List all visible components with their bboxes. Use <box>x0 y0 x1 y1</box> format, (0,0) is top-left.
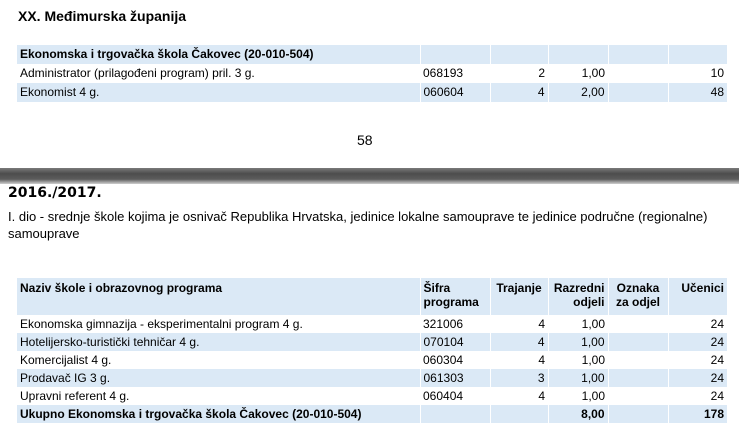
program-classes: 1,00 <box>548 315 608 333</box>
program-duration: 4 <box>490 351 548 369</box>
header-mark: Oznaka za odjel <box>608 278 668 315</box>
program-code: 061303 <box>420 369 490 387</box>
table-row <box>17 64 727 83</box>
header-name: Naziv škole i obrazovnog programa <box>17 278 420 315</box>
header-duration: Trajanje <box>490 278 548 315</box>
program-duration: 3 <box>490 369 548 387</box>
program-duration: 4 <box>490 315 548 333</box>
program-duration: 4 <box>490 83 548 102</box>
program-pupils: 10 <box>668 64 727 83</box>
section-intro: I. dio - srednje škole kojima je osnivač Republika Hrvatska, jedinice lokalne samouprave te jedinice područne (regionalne) samouprave <box>8 209 708 241</box>
program-pupils: 24 <box>668 333 727 351</box>
program-duration: 2 <box>490 64 548 83</box>
program-code: 070104 <box>420 333 490 351</box>
program-code: 060604 <box>420 83 490 102</box>
table-row <box>17 369 727 387</box>
table-row <box>17 315 727 333</box>
table-row <box>17 83 727 102</box>
page-separator <box>0 168 739 184</box>
total-label: Ukupno Ekonomska i trgovačka škola Čakovec (20-010-504) <box>17 405 420 423</box>
program-name: Prodavač IG 3 g. <box>17 369 420 387</box>
program-classes: 1,00 <box>548 64 608 83</box>
program-classes: 1,00 <box>548 369 608 387</box>
program-pupils: 48 <box>668 83 727 102</box>
table-row <box>17 351 727 369</box>
program-name: Ekonomist 4 g. <box>17 83 420 102</box>
program-classes: 1,00 <box>548 333 608 351</box>
header-pupils: Učenici <box>668 278 727 315</box>
header-classes: Razredni odjeli <box>548 278 608 315</box>
school-year: 2016./2017. <box>8 185 102 201</box>
program-name: Administrator (prilagođeni program) pril. 3 g. <box>17 64 420 83</box>
county-title: XX. Međimurska županija <box>18 8 187 24</box>
program-name: Komercijalist 4 g. <box>17 351 420 369</box>
program-classes: 1,00 <box>548 387 608 405</box>
program-name: Ekonomska gimnazija - eksperimentalni program 4 g. <box>17 315 420 333</box>
school-header-row <box>17 45 727 64</box>
table-row <box>17 333 727 351</box>
table-header-row <box>17 278 727 315</box>
total-pupils: 178 <box>668 405 727 423</box>
program-code: 060304 <box>420 351 490 369</box>
total-row <box>17 405 727 423</box>
bottom-school-table <box>17 278 727 423</box>
program-duration: 4 <box>490 333 548 351</box>
program-classes: 1,00 <box>548 351 608 369</box>
program-name: Upravni referent 4 g. <box>17 387 420 405</box>
program-pupils: 24 <box>668 369 727 387</box>
page-number: 58 <box>357 132 373 148</box>
program-pupils: 24 <box>668 315 727 333</box>
program-duration: 4 <box>490 387 548 405</box>
program-pupils: 24 <box>668 351 727 369</box>
program-name: Hotelijersko-turistički tehničar 4 g. <box>17 333 420 351</box>
table-row <box>17 387 727 405</box>
program-pupils: 24 <box>668 387 727 405</box>
total-classes: 8,00 <box>548 405 608 423</box>
program-code: 060404 <box>420 387 490 405</box>
program-code: 321006 <box>420 315 490 333</box>
program-code: 068193 <box>420 64 490 83</box>
program-classes: 2,00 <box>548 83 608 102</box>
top-school-table <box>17 45 727 102</box>
header-code: Šifra programa <box>420 278 490 315</box>
school-header: Ekonomska i trgovačka škola Čakovec (20-010-504) <box>17 45 420 64</box>
